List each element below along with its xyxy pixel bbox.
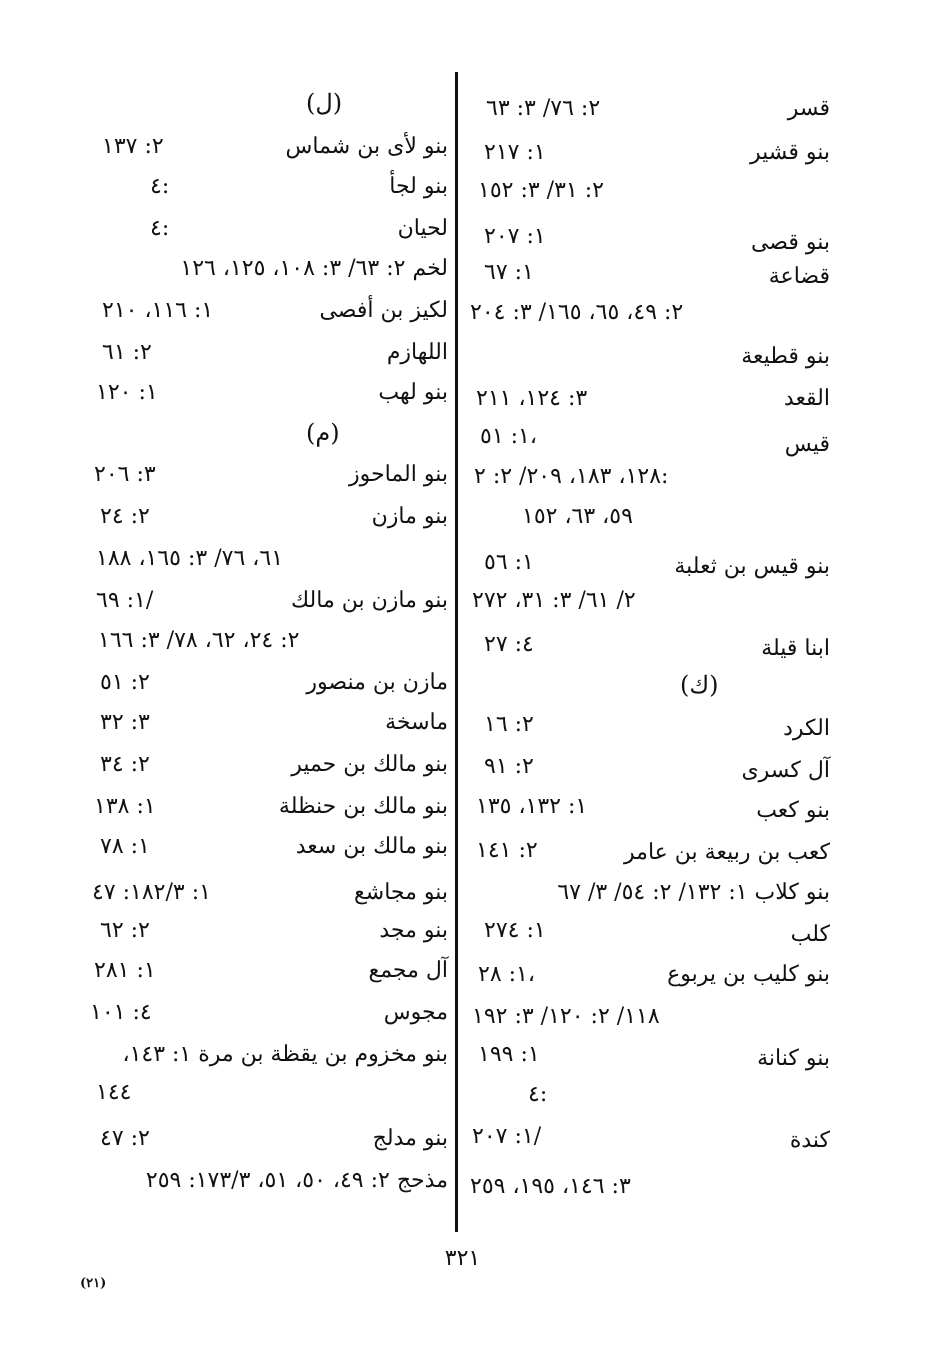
entry-name: كندة bbox=[789, 1128, 830, 1153]
entry-pages: ١: ٢٠٧ bbox=[484, 224, 546, 249]
entry-pages: بنو كلاب ١: ١٣٢/ ٢: ٥٤/ ٣/ ٦٧ bbox=[557, 880, 830, 905]
index-entry bbox=[80, 996, 452, 1030]
index-entry bbox=[462, 958, 834, 992]
entry-pages: ١: ٦٧ bbox=[484, 260, 534, 285]
index-entry bbox=[80, 706, 452, 740]
entry-name: بنو قصى bbox=[750, 230, 830, 255]
index-entry bbox=[462, 876, 834, 910]
entry-name: بنو لجأ bbox=[389, 174, 448, 199]
index-entry bbox=[462, 1038, 834, 1072]
entry-pages: ٢/ ٦١/ ٣: ٣١، ٢٧٢ bbox=[472, 588, 636, 613]
index-entry bbox=[80, 954, 452, 988]
entry-pages: ٢: ٧٦/ ٣: ٦٣ bbox=[486, 96, 601, 121]
entry-name: كلب bbox=[790, 922, 830, 947]
entry-pages: ١: ٢١٧ bbox=[484, 140, 546, 165]
entry-pages: ٢: ٩١ bbox=[484, 754, 534, 779]
entry-pages: ٣: ٢٠٦ bbox=[94, 462, 156, 487]
entry-name: بنو لأى بن شماس bbox=[285, 134, 448, 159]
index-entry bbox=[80, 294, 452, 328]
entry-pages: ٢: ٥١ bbox=[100, 670, 150, 695]
entry-pages: مذحج ٢: ٤٩، ٥٠، ٥١، ١٧٣/٣: ٢٥٩ bbox=[145, 1168, 448, 1193]
index-entry bbox=[462, 174, 834, 208]
entry-pages: ٢: ١٤١ bbox=[476, 838, 538, 863]
index-entry bbox=[462, 136, 834, 170]
entry-pages: ٢: ٤٩، ٦٥، ١٦٥/ ٣: ٢٠٤ bbox=[470, 300, 684, 325]
entry-pages: ١: ٢٠٧/ bbox=[472, 1124, 542, 1149]
index-entry bbox=[462, 546, 834, 580]
entry-pages: ١: ١١٦، ٢١٠ bbox=[102, 298, 214, 323]
index-entry bbox=[80, 130, 452, 164]
entry-pages: ١٢٨، ١٨٣، ٢٠٩/ ٢: ٢: bbox=[474, 464, 669, 489]
index-entry bbox=[462, 790, 834, 824]
entry-pages: ٤: ١٠١ bbox=[90, 1000, 152, 1025]
index-entry bbox=[80, 748, 452, 782]
entry-name: الكرد bbox=[783, 716, 830, 741]
entry-name: بنو كعب bbox=[756, 798, 830, 823]
index-entry bbox=[462, 1120, 834, 1154]
index-entry bbox=[80, 1076, 452, 1110]
entry-pages: ٢: ١٦ bbox=[484, 712, 534, 737]
entry-pages: لخم ٢: ٦٣/ ٣: ١٠٨، ١٢٥، ١٢٦ bbox=[180, 256, 448, 281]
index-entry bbox=[80, 1038, 452, 1072]
entry-name: قيس bbox=[784, 432, 830, 457]
index-entry bbox=[462, 220, 834, 254]
entry-name: مازن بن منصور bbox=[306, 670, 448, 695]
index-entry bbox=[462, 256, 834, 290]
index-entry bbox=[80, 458, 452, 492]
entry-pages: ٢: ١٣٧ bbox=[102, 134, 164, 159]
index-entry bbox=[80, 830, 452, 864]
entry-pages: ٣: ١٤٦، ١٩٥، ٢٥٩ bbox=[470, 1174, 631, 1199]
index-entry bbox=[462, 500, 834, 534]
index-entry bbox=[462, 296, 834, 330]
entry-name: القعد bbox=[783, 386, 830, 411]
entry-name: بنو قطيعة bbox=[741, 344, 830, 369]
entry-pages: ١: ٥٦ bbox=[484, 550, 534, 575]
entry-name: لكيز بن أفصى bbox=[319, 298, 448, 323]
entry-name: بنو مالك بن حنظلة bbox=[278, 794, 448, 819]
entry-name: بنو مالك بن سعد bbox=[295, 834, 448, 859]
index-entry bbox=[462, 708, 834, 742]
index-entry bbox=[462, 750, 834, 784]
entry-pages: ١: ١٣٨ bbox=[94, 794, 156, 819]
entry-name: بنو قيس بن ثعلبة bbox=[674, 554, 830, 579]
entry-name: قسر bbox=[787, 96, 830, 121]
index-entry bbox=[462, 1078, 834, 1112]
entry-pages: ١: ١٩٩ bbox=[478, 1042, 540, 1067]
index-entry bbox=[462, 382, 834, 416]
section-letter: (ل) bbox=[306, 89, 343, 117]
entry-name: مجوس bbox=[383, 1000, 448, 1025]
entry-pages: ٣: ١٢٤، ٢١١ bbox=[476, 386, 588, 411]
entry-pages: بنو مخزوم بن يقظة بن مرة ١: ١٤٣، bbox=[122, 1042, 448, 1067]
entry-pages: ١: ١٢٠ bbox=[96, 380, 158, 405]
entry-pages: ٢: ٣١/ ٣: ١٥٢ bbox=[478, 178, 604, 203]
entry-name: لحيان bbox=[397, 216, 448, 241]
index-entry bbox=[80, 914, 452, 948]
entry-name: آل مجمع bbox=[368, 958, 448, 983]
index-entry bbox=[80, 212, 452, 246]
entry-name: بنو مالك بن حمير bbox=[291, 752, 448, 777]
entry-pages: ١٤٤ bbox=[96, 1080, 132, 1105]
index-entry bbox=[80, 252, 452, 286]
entry-pages: ٢: ٣٤ bbox=[100, 752, 150, 777]
index-entry bbox=[80, 666, 452, 700]
index-entry bbox=[462, 1000, 834, 1034]
entry-pages: ١: ٢٨١ bbox=[94, 958, 156, 983]
entry-pages: ٣: ٣٢ bbox=[100, 710, 150, 735]
entry-name: بنو كليب بن يربوع bbox=[667, 962, 830, 987]
index-entry bbox=[80, 336, 452, 370]
entry-pages: ٤: bbox=[528, 1082, 548, 1107]
entry-pages: ٢: ٦٢ bbox=[100, 918, 150, 943]
entry-pages: ٢: ٦١ bbox=[102, 340, 152, 365]
index-entry bbox=[80, 1122, 452, 1156]
entry-pages: ١: ٢٨، bbox=[478, 962, 535, 987]
index-entry bbox=[462, 420, 834, 457]
entry-pages: ١: ١٣٢، ١٣٥ bbox=[476, 794, 588, 819]
entry-pages: ١: ٧٨ bbox=[100, 834, 150, 859]
left-column bbox=[80, 0, 452, 1352]
entry-pages: ٢: ٢٤ bbox=[100, 504, 150, 529]
index-entry bbox=[80, 876, 452, 910]
entry-name: بنو الماحوز bbox=[349, 462, 448, 487]
index-entry bbox=[462, 628, 834, 662]
index-entry bbox=[462, 460, 834, 494]
index-entry bbox=[80, 542, 452, 576]
index-entry bbox=[462, 914, 834, 948]
entry-pages: ٢: ٤٧ bbox=[100, 1126, 150, 1151]
index-entry bbox=[462, 584, 834, 618]
entry-name: بنو مازن بن مالك bbox=[291, 588, 448, 613]
entry-name: بنو مدلج bbox=[372, 1126, 448, 1151]
section-letter: (م) bbox=[306, 419, 340, 447]
section-letter: (ك) bbox=[680, 671, 719, 699]
entry-name: ماسخة bbox=[385, 710, 448, 735]
signature-mark: (٢١) bbox=[80, 1276, 107, 1291]
entry-name: بنو لهب bbox=[378, 380, 448, 405]
column-divider bbox=[455, 72, 458, 1232]
index-entry bbox=[80, 624, 452, 658]
right-column bbox=[462, 0, 834, 1352]
entry-name: بنو مجاشع bbox=[354, 880, 448, 905]
index-entry bbox=[80, 170, 452, 204]
entry-name: قضاعة bbox=[768, 264, 830, 289]
entry-name: كعب بن ربيعة بن عامر bbox=[624, 840, 830, 865]
entry-pages: ٦١، ٧٦/ ٣: ١٦٥، ١٨٨ bbox=[96, 546, 284, 571]
index-entry bbox=[462, 1170, 834, 1204]
entry-name: ابنا قيلة bbox=[761, 636, 830, 661]
entry-pages: ١: ١٨٢/٣: ٤٧ bbox=[92, 880, 211, 905]
entry-pages: ٤: bbox=[150, 216, 170, 241]
index-entry bbox=[462, 834, 834, 868]
entry-name: اللهازم bbox=[386, 340, 448, 365]
index-entry bbox=[462, 92, 834, 126]
index-entry bbox=[80, 1164, 452, 1198]
entry-name: بنو كنانة bbox=[757, 1046, 830, 1071]
entry-name: بنو مازن bbox=[371, 504, 448, 529]
index-entry bbox=[80, 376, 452, 410]
index-entry bbox=[80, 584, 452, 618]
entry-pages: ٤: bbox=[150, 174, 170, 199]
entry-pages: ١١٨/ ٢: ١٢٠/ ٣: ١٩٢ bbox=[472, 1004, 660, 1029]
entry-pages: ١: ٥١، bbox=[480, 424, 537, 449]
entry-pages: ٤: ٢٧ bbox=[484, 632, 534, 657]
entry-name: آل كسرى bbox=[741, 758, 830, 783]
entry-name: بنو مجد bbox=[379, 918, 448, 943]
entry-pages: ١: ٦٩/ bbox=[96, 588, 154, 613]
entry-pages: ٥٩، ٦٣، ١٥٢ bbox=[522, 504, 633, 529]
index-entry bbox=[80, 790, 452, 824]
entry-pages: ١: ٢٧٤ bbox=[484, 918, 546, 943]
index-entry bbox=[462, 340, 834, 374]
index-entry bbox=[80, 500, 452, 534]
entry-name: بنو قشير bbox=[749, 140, 830, 165]
entry-pages: ٢: ٢٤، ٦٢، ٧٨/ ٣: ١٦٦ bbox=[98, 628, 300, 653]
page-number: ٣٢١ bbox=[444, 1246, 481, 1271]
